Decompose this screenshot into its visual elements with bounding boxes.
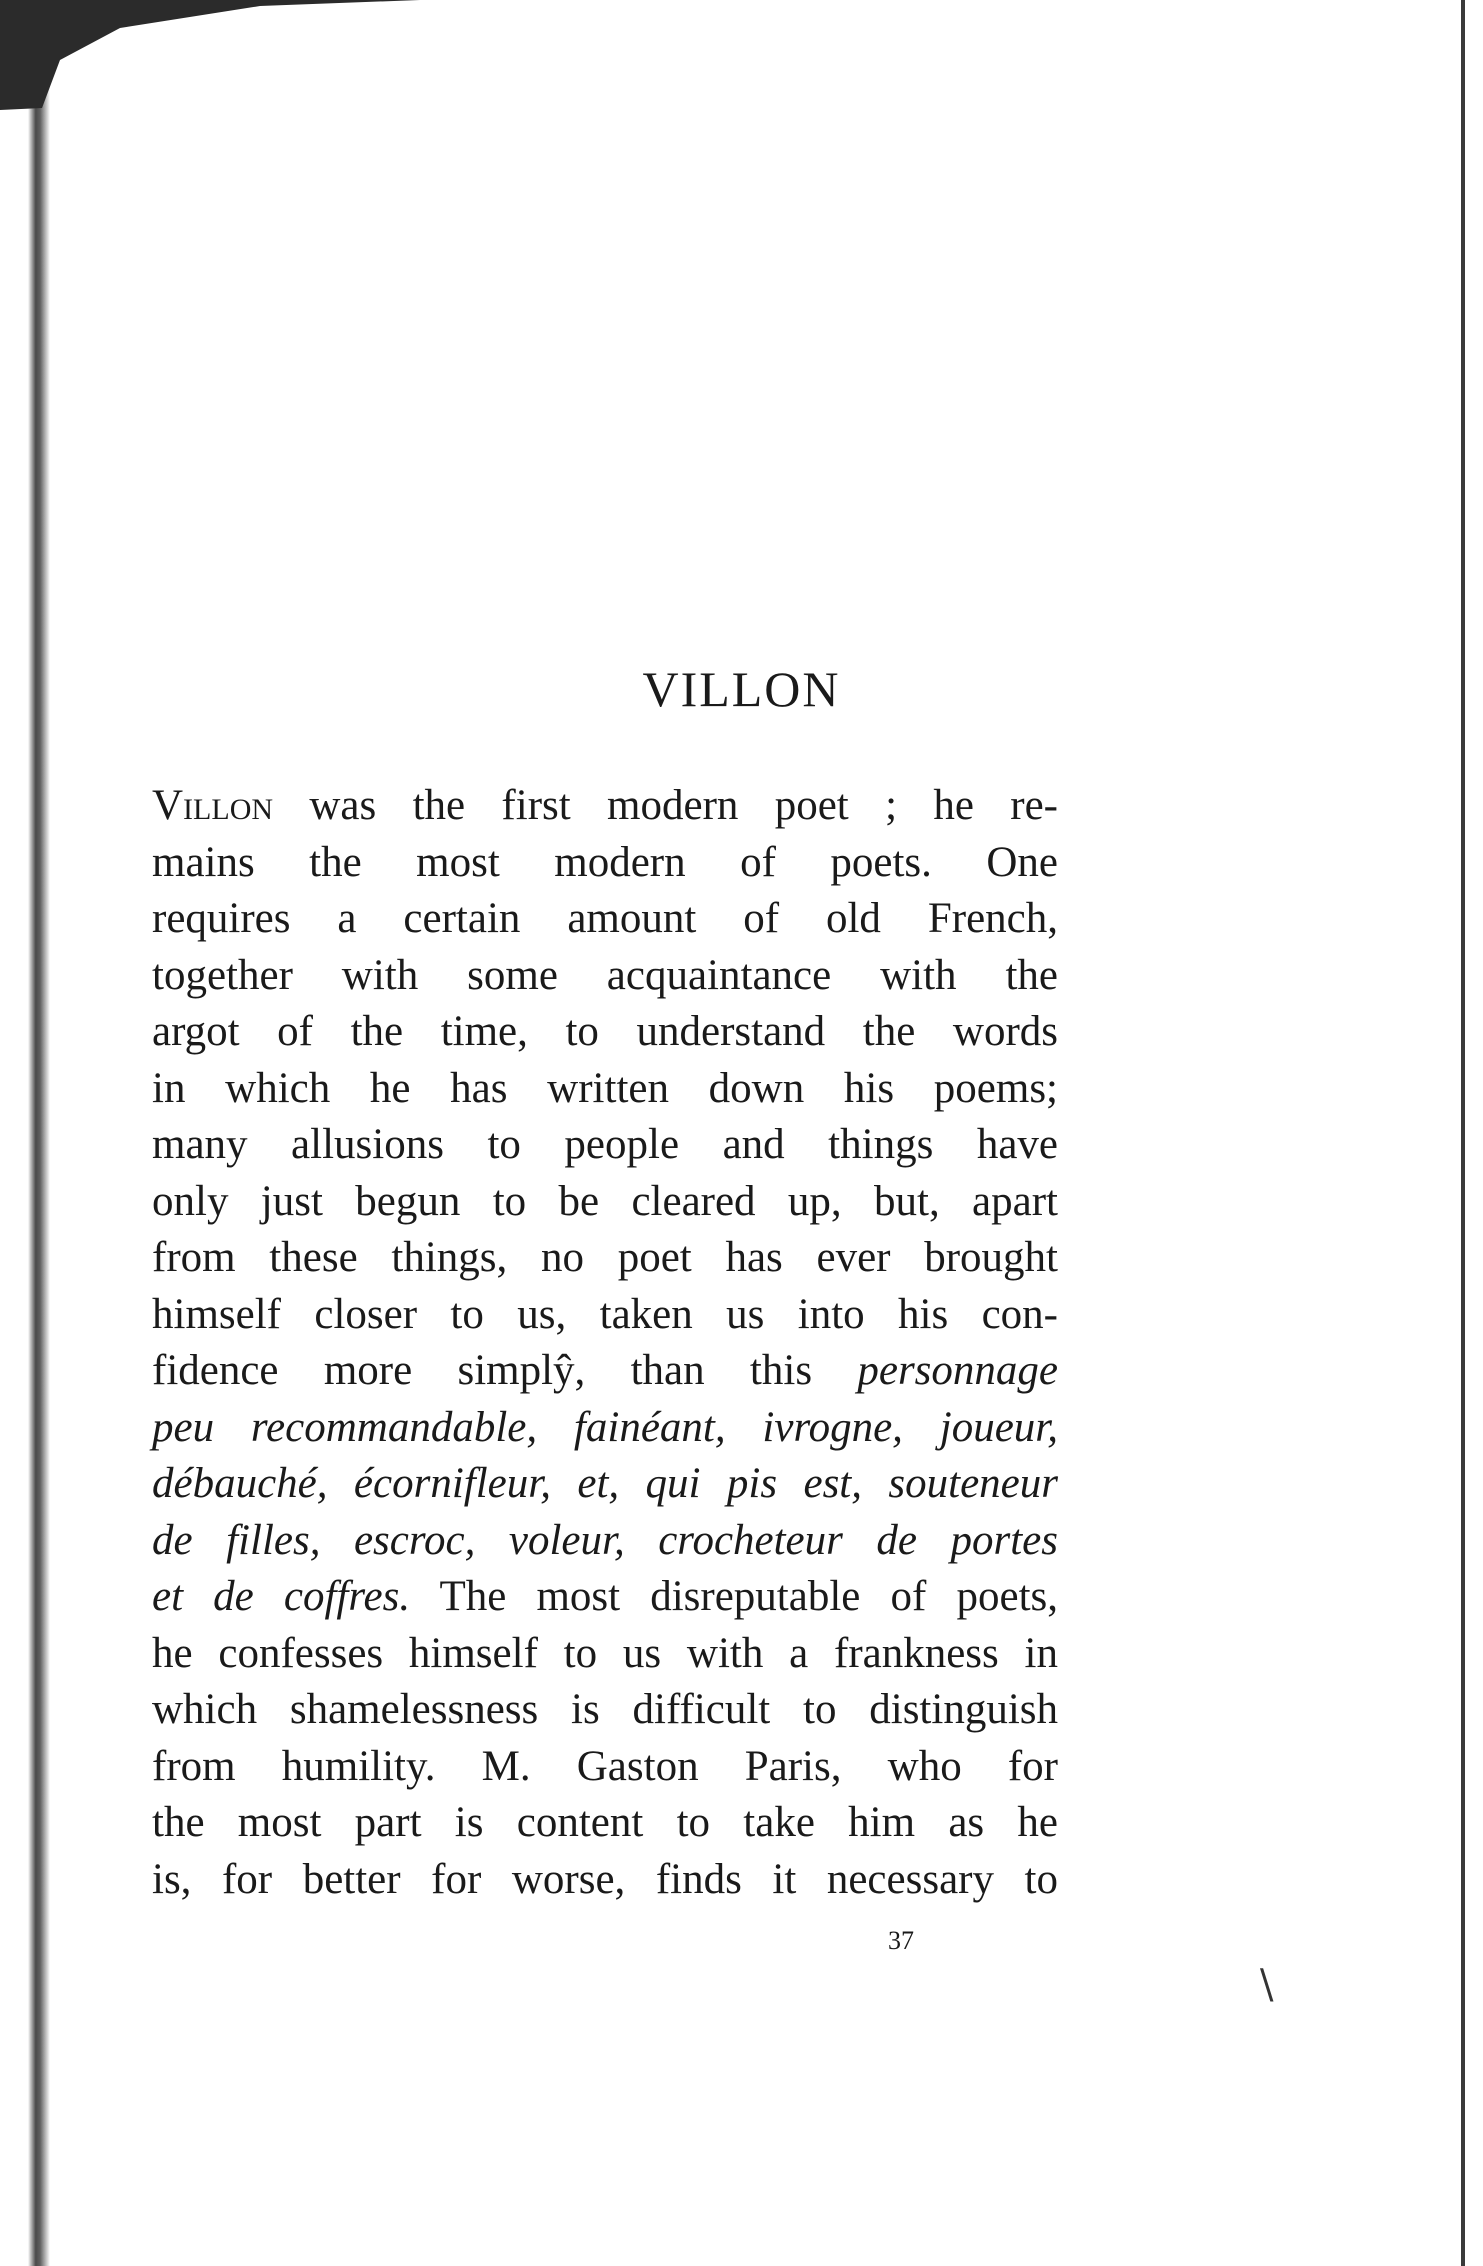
text-run: The most disreputable of poets, xyxy=(410,1573,1058,1620)
chapter-heading: VILLON xyxy=(642,661,841,717)
text-run: the most part is content to take him as he xyxy=(152,1799,1058,1846)
text-run: is, for better for worse, finds it necessary to xyxy=(152,1855,1058,1903)
text-run: many allusions to people and things have xyxy=(152,1121,1058,1168)
text-run: which shamelessness is difficult to distinguish xyxy=(152,1686,1058,1733)
torn-corner-shadow xyxy=(0,0,420,110)
body-paragraph xyxy=(152,778,1058,1908)
text-run: fidence more simplŷ, than this xyxy=(152,1347,858,1394)
text-line xyxy=(152,1400,1058,1457)
text-line xyxy=(152,891,1058,948)
page-number: 37 xyxy=(888,1926,914,1955)
text-line xyxy=(152,1739,1058,1796)
italic-text: peu recommandable, fainéant, ivrogne, joueur, xyxy=(152,1403,1058,1451)
text-line xyxy=(152,1061,1058,1118)
text-line xyxy=(152,948,1058,1005)
text-line xyxy=(152,835,1058,892)
text-run: in which he has written down his poems; xyxy=(152,1064,1058,1112)
text-run: himself closer to us, taken us into his con- xyxy=(152,1290,1058,1338)
italic-text: personnage xyxy=(857,1347,1058,1394)
text-line xyxy=(152,1004,1058,1061)
text-run: from these things, no poet has ever brought xyxy=(152,1234,1058,1281)
text-line xyxy=(152,1174,1058,1231)
text-line xyxy=(152,1117,1058,1174)
text-run: argot of the time, to understand the words xyxy=(152,1008,1058,1055)
text-run: was the first modern poet ; he re- xyxy=(273,782,1058,829)
binding-edge xyxy=(28,0,50,2266)
text-line xyxy=(152,1795,1058,1852)
text-line xyxy=(152,1626,1058,1683)
text-run: together with some acquaintance with the xyxy=(152,951,1058,999)
text-line xyxy=(152,1287,1058,1344)
text-line xyxy=(152,1852,1058,1909)
italic-text: et de coffres. xyxy=(152,1573,411,1620)
italic-text: de filles, escroc, voleur, crocheteur de portes xyxy=(152,1516,1058,1564)
text-line xyxy=(152,1343,1058,1400)
margin-mark: \ xyxy=(1260,1962,1274,2008)
text-run: requires a certain amount of old French, xyxy=(152,895,1058,942)
text-line xyxy=(152,1569,1058,1626)
text-line xyxy=(152,1513,1058,1570)
page-edge-right xyxy=(1461,0,1465,2266)
text-run: from humility. M. Gaston Paris, who for xyxy=(152,1742,1058,1790)
text-line xyxy=(152,778,1058,835)
text-run: mains the most modern of poets. One xyxy=(152,838,1058,886)
text-line xyxy=(152,1230,1058,1287)
text-line xyxy=(152,1456,1058,1513)
italic-text: débauché, écornifleur, et, qui pis est, souteneur xyxy=(152,1460,1058,1507)
text-line xyxy=(152,1682,1058,1739)
text-run: he confesses himself to us with a frankness in xyxy=(152,1629,1058,1677)
text-run: only just begun to be cleared up, but, apart xyxy=(152,1177,1058,1225)
small-caps-text: Villon xyxy=(152,782,274,829)
